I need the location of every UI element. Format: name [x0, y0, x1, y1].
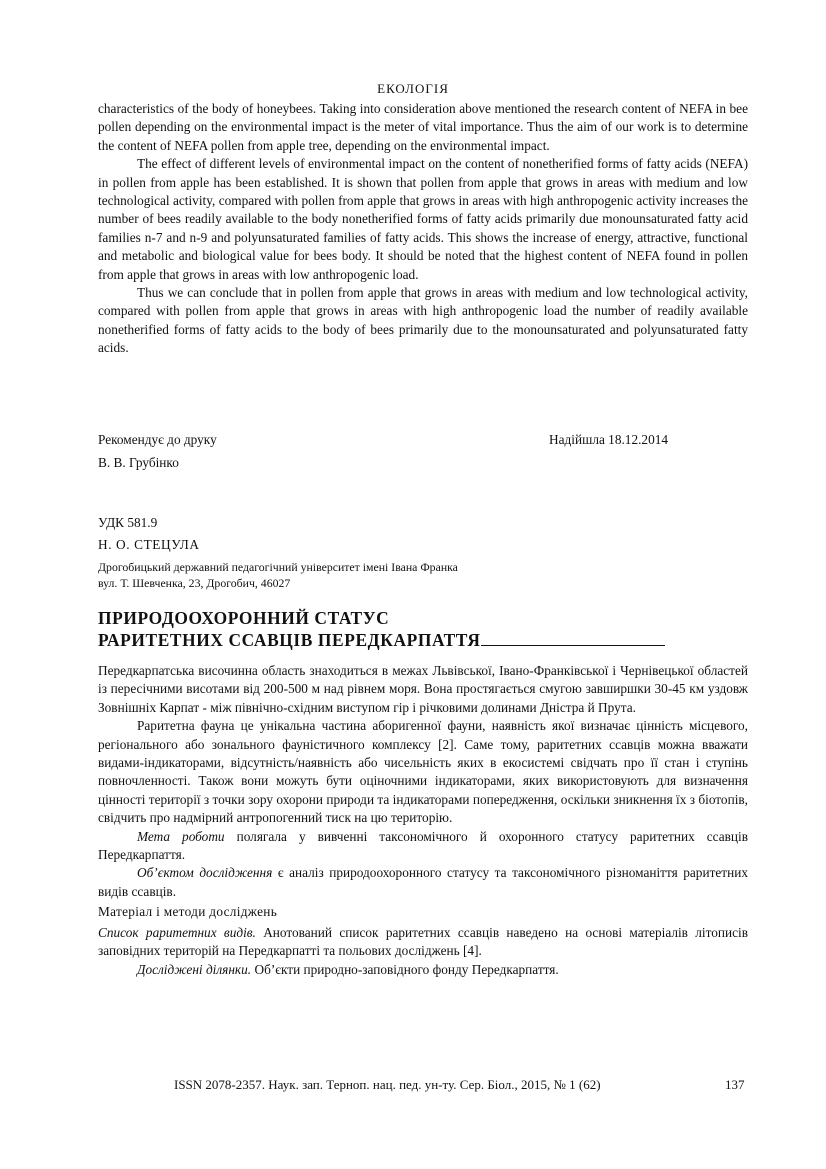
running-header: ЕКОЛОГІЯ [377, 81, 449, 96]
study-sites-text: Об’єкти природно-заповідного фонду Передкарпаття. [251, 961, 559, 977]
object-label: Об’єктом дослідження [137, 865, 273, 881]
study-sites-paragraph [98, 961, 748, 979]
abstract-paragraph-3: Thus we can conclude that in pollen from apple that grows in areas with medium and low technological activity, compared with pollen from apple that grows in areas with high anthropogenic load the number of readily available nonetherified forms of fatty acids to the body of bees primarily due to the monounsaturated and polyunsaturated fatty acids. [98, 285, 748, 356]
page-number: 137 [725, 1077, 745, 1092]
footer-citation: ISSN 2078-2357. Наук. зап. Терноп. нац. пед. ун-ту. Сер. Біол., 2015, № 1 (62) [174, 1077, 601, 1092]
methods-heading: Матеріал і методи досліджень [98, 904, 278, 920]
object-paragraph [98, 864, 748, 901]
intro-paragraph-1: Передкарпатська височинна область знаходиться в межах Львівської, Івано-Франківської і Чернівецької областей із пересічними висотами від 200-500 м над рівнем моря. Вона простягається смугою завширшки 30-45 км уздовж Зовнішніх Карпат - між північно-східним виступом гір і річковими долинами Дністра й Прута. [98, 663, 748, 715]
object-text: є аналіз природоохоронного статусу та таксономічного різноманіття раритетних видів ссавців. [98, 865, 748, 899]
abstract-paragraph-2: The effect of different levels of environmental impact on the content of nonetherified forms of fatty acids (NEFA) in pollen from apple has been established. It is shown that pollen from apple that grows in areas with medium and low technological activity, compared with pollen from apple that grows in areas with high anthropogenic activity increases the number of bees readily available to the body nonetherified forms of fatty acids primarily due monounsaturated fatty acid families n-7 and n-9 and polyunsaturated families of fatty acids. This shows the increase of energy, attractive, functional and metabolic and biological value for bees body. It should be noted that the highest content of NEFA found in pollen from apple that grows in areas with low anthropogenic load. [98, 156, 748, 282]
aim-label: Мета роботи [137, 828, 225, 844]
aim-paragraph [98, 828, 748, 865]
species-list-paragraph [98, 924, 748, 961]
study-sites-label: Досліджені ділянки. [137, 961, 252, 977]
article-body [98, 662, 748, 979]
recommendation-label: Рекомендує до друку [98, 432, 217, 447]
address: вул. Т. Шевченка, 23, Дрогобич, 46027 [98, 576, 291, 590]
species-list-text: Анотований список раритетних ссавців наведено на основі матеріалів літописів заповідних територій на Передкарпатті та польових досліджень [4]. [98, 924, 749, 959]
reviewer-name: В. В. Грубінко [98, 455, 179, 470]
title-underline [481, 630, 665, 646]
affiliation: Дрогобицький державний педагогічний університет імені Івана Франка [98, 560, 458, 574]
received-date: Надійшла 18.12.2014 [549, 432, 669, 447]
species-list-label: Список раритетних видів. [98, 924, 256, 940]
abstract-paragraph-1: characteristics of the body of honeybees. Taking into consideration above mentioned the research content of NEFA in bee pollen depending on the environmental impact is the meter of vital importance. Thus the aim of our work is to determine the content of NEFA pollen from apple tree, depending on the environmental impact. [98, 101, 748, 153]
title-line-1: ПРИРОДООХОРОННИЙ СТАТУС [98, 608, 390, 628]
udc-code: УДК 581.9 [98, 515, 158, 530]
aim-text: полягала у вивченні таксономічного й охоронного статусу раритетних ссавців Передкарпаття. [98, 828, 748, 863]
article-title [98, 607, 665, 651]
english-abstract [98, 100, 748, 358]
author-name: Н. О. СТЕЦУЛА [98, 537, 200, 552]
intro-paragraph-2: Раритетна фауна це унікальна частина аборигенної фауни, наявність якої визначає цінність місцевого, регіонального або зонального фауністичного комплексу [2]. Саме тому, раритетних ссавців можна вважати видами-індикаторами, відсутність/наявність або чисельність яких в екосистемі свідчать про її стан і ступінь повночленності. Також вони можуть бути оціночними індикаторами, яких використовують для визначення цінності території з точки зору охорони природи та індикаторами попередження, оскільки зникнення їх з біотопів, свідчить про надмірний антропогенний тиск на цю територію. [98, 718, 748, 826]
title-line-2: РАРИТЕТНИХ ССАВЦІВ ПЕРЕДКАРПАТТЯ [98, 630, 481, 650]
